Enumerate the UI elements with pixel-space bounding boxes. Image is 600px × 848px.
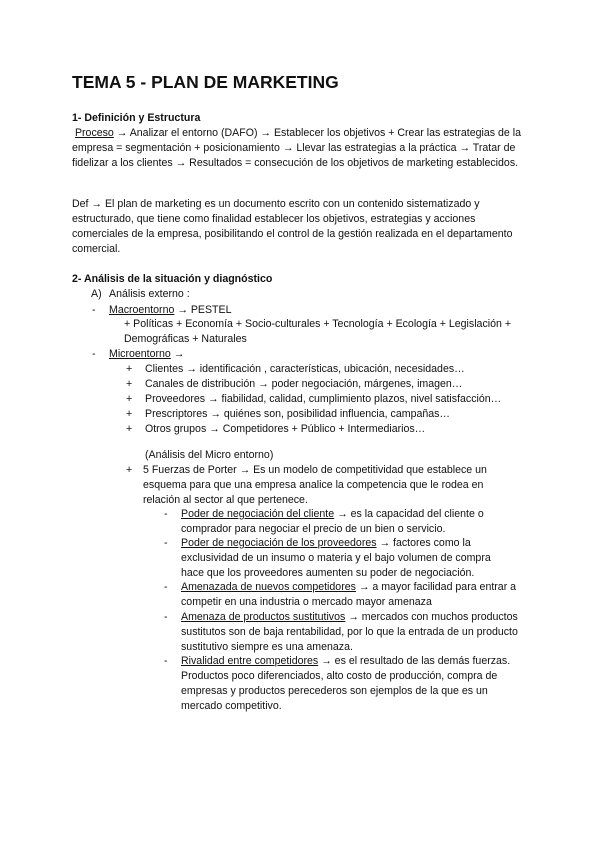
force-label: Amenazada de nuevos competidores: [181, 581, 356, 593]
plus-marker: +: [126, 378, 133, 390]
force-label: Rivalidad entre competidores: [181, 655, 319, 667]
microentorno-line: [109, 347, 184, 362]
force-text: → mercados con muchos productos sustitutos son de baja rentabilidad, por lo que la entrada de un producto sustitutivo siempre es una amenaza.: [181, 611, 518, 653]
micro-item: Canales de distribución → poder negociación, márgenes, imagen…: [145, 378, 463, 390]
plus-marker: +: [126, 464, 133, 476]
dash-marker: -: [92, 304, 96, 316]
macroentorno-line: [109, 303, 231, 318]
analisis-externo-label: Análisis externo :: [109, 288, 190, 300]
force-item: [181, 580, 526, 610]
micro-note: (Análisis del Micro entorno): [145, 449, 274, 461]
force-label: Amenaza de productos sustitutivos: [181, 611, 346, 623]
force-item: [181, 536, 511, 581]
plus-marker: +: [126, 408, 133, 420]
list-marker-a: A): [91, 288, 102, 300]
porter-paragraph: 5 Fuerzas de Porter → Es un modelo de competitividad que establece un esquema para que una empresa analice la competencia que le rodea en relación al sector al que pertenece.: [143, 464, 487, 506]
plus-marker: +: [126, 423, 133, 435]
force-label: Poder de negociación del cliente: [181, 508, 335, 520]
section-2-heading: 2- Análisis de la situación y diagnóstico: [72, 273, 273, 285]
microentorno-label: Microentorno: [109, 348, 171, 360]
micro-item: Proveedores → fiabilidad, calidad, cumplimiento plazos, nivel satisfacción…: [145, 393, 502, 405]
definition-paragraph: Def → El plan de marketing es un documento escrito con un contenido sistematizado y estructurado, que tiene como finalidad establecer los objetivos, estrategias y acciones comerciales de la empresa, posibilitando el control de la gestión realizada en el departamento comercial.: [72, 198, 513, 255]
force-item: [181, 654, 526, 714]
dash-marker: -: [164, 508, 168, 520]
force-item: [181, 610, 526, 655]
force-item: [181, 507, 516, 537]
document-title: TEMA 5 - PLAN DE MARKETING: [72, 72, 339, 92]
dash-marker: -: [164, 611, 168, 623]
force-label: Poder de negociación de los proveedores: [181, 537, 377, 549]
plus-marker: +: [126, 363, 133, 375]
dash-marker: -: [92, 348, 96, 360]
micro-item: Clientes → identificación , características, ubicación, necesidades…: [145, 363, 465, 375]
macroentorno-label: Macroentorno: [109, 304, 175, 316]
micro-item: Otros grupos → Competidores + Público + Intermediarios…: [145, 423, 426, 435]
force-text: → es la capacidad del cliente o comprador para negociar el precio de un bien o servicio.: [181, 508, 484, 535]
microentorno-rest: →: [170, 348, 185, 360]
proceso-paragraph: [72, 126, 530, 171]
plus-marker: +: [126, 393, 133, 405]
dash-marker: -: [164, 655, 168, 667]
proceso-text: → Analizar el entorno (DAFO) → Establecer los objetivos + Crear las estrategias de la empresa = segmentación + posicionamiento → Llevar las estrategias a la práctica → Tratar de fidelizar a los clientes → Resultados = consecución de los objetivos de marketing establecidos.: [72, 127, 521, 169]
proceso-label: Proceso: [74, 127, 114, 139]
section-1-heading: 1- Definición y Estructura: [72, 112, 201, 124]
force-text: → a mayor facilidad para entrar a competir en una industria o mercado mayor amenaza: [181, 581, 517, 608]
force-text: → factores como la exclusividad de un insumo o materia y el bajo volumen de compra hace que los proveedores aumenten su poder de negociación.: [181, 537, 491, 579]
dash-marker: -: [164, 537, 168, 549]
macroentorno-rest: → PESTEL: [174, 304, 232, 316]
micro-item: Prescriptores → quiénes son, posibilidad influencia, campañas…: [145, 408, 451, 420]
dash-marker: -: [164, 581, 168, 593]
pestel-detail: + Políticas + Economía + Socio-culturales + Tecnología + Ecología + Legislación + Demográficas + Naturales: [124, 318, 512, 345]
force-text: → es el resultado de las demás fuerzas. Productos poco diferenciados, alto costo de producción, compra de empresas y productos perecederos son ejemplos de la que es un mercado competitivo.: [181, 655, 511, 712]
